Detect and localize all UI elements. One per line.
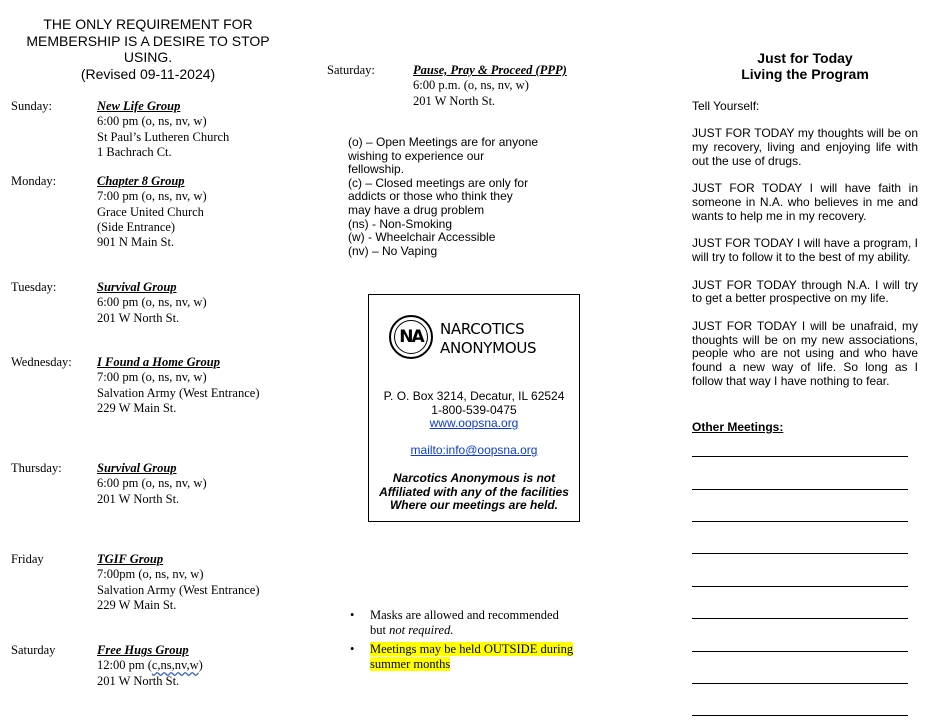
- na-po-box: P. O. Box 3214, Decatur, IL 62524: [383, 389, 565, 403]
- notice-outside: [349, 642, 619, 673]
- meeting-day: Monday:: [11, 174, 57, 188]
- notices-list: [349, 608, 619, 675]
- meeting-time: 6:00 pm (o, ns, nv, w): [97, 476, 207, 491]
- blank-line: [692, 715, 908, 716]
- notice-masks-line-1: Masks are allowed and recommended: [370, 608, 559, 622]
- meeting-name: Chapter 8 Group: [97, 174, 185, 188]
- meeting-day: Saturday: [11, 643, 56, 657]
- meeting-name: Survival Group: [97, 461, 177, 475]
- meeting-address: 201 W North St.: [97, 310, 180, 325]
- jft-title-line-1: Just for Today: [757, 50, 853, 66]
- meeting-name: Free Hugs Group: [97, 643, 189, 657]
- meeting-day: Tuesday:: [11, 280, 57, 294]
- meeting-address: 1 Bachrach Ct.: [97, 144, 172, 159]
- jft-paragraph: JUST FOR TODAY through N.A. I will try to get a better prospective on my life.: [692, 277, 918, 306]
- meeting-time: 6:00 pm (o, ns, nv, w): [97, 114, 207, 129]
- meeting-address: 229 W Main St.: [97, 597, 177, 612]
- legend-line: wishing to experience our: [348, 148, 485, 163]
- meeting-time: 7:00 pm (o, ns, nv, w): [97, 370, 207, 385]
- legend-line: fellowship.: [348, 162, 405, 177]
- na-logo-word-1: NARCOTICS: [440, 320, 525, 338]
- na-logo: [389, 315, 549, 365]
- meeting-name: I Found a Home Group: [97, 355, 220, 369]
- meeting-time: 7:00pm (o, ns, nv, w): [97, 567, 204, 582]
- blank-line: [692, 618, 908, 619]
- meeting-place: St Paul’s Lutheren Church: [97, 129, 230, 144]
- meeting-code-legend: [348, 136, 568, 258]
- meeting-address: 201 W North St.: [413, 93, 496, 108]
- legend-line: (nv) – No Vaping: [348, 243, 438, 258]
- meeting-name: TGIF Group: [97, 552, 164, 566]
- blank-line: [692, 489, 908, 490]
- blank-line: [692, 553, 908, 554]
- meeting-address: 901 N Main St.: [97, 235, 175, 250]
- jft-paragraph: JUST FOR TODAY I will be unafraid, my thoughts will be on my new associations, people who are not using and who have found a new way of life. So long as I follow that way I have nothing to fear.: [692, 318, 918, 388]
- na-disclaimer-line-1: Narcotics Anonymous is not: [392, 471, 556, 485]
- flyer-header: [10, 16, 286, 82]
- meeting-address: 229 W Main St.: [97, 400, 177, 415]
- meeting-time-prefix: 12:00 pm (: [97, 658, 152, 673]
- notice-masks-line-2-italic: not required.: [389, 623, 454, 638]
- meeting-time: 6:00 p.m. (o, ns, nv, w): [413, 78, 529, 93]
- blank-line: [692, 651, 908, 652]
- blank-line: [692, 683, 908, 684]
- na-phone: 1-800-539-0475: [431, 402, 517, 417]
- legend-line: may have a drug problem: [348, 202, 485, 217]
- meeting-time: 7:00 pm (o, ns, nv, w): [97, 189, 207, 204]
- blank-line: [692, 586, 908, 587]
- meeting-day: Saturday:: [327, 63, 375, 77]
- legend-line: (w) - Wheelchair Accessible: [348, 230, 496, 245]
- meeting-address: 201 W North St.: [97, 491, 180, 506]
- meeting-entrance: (Side Entrance): [97, 219, 176, 234]
- bullet-icon: •: [350, 608, 355, 622]
- meeting-name: Survival Group: [97, 280, 177, 294]
- meeting-time-codes: c,ns,nv,w: [151, 658, 199, 673]
- notice-masks: [349, 608, 619, 639]
- header-line-3: USING.: [123, 49, 173, 66]
- jft-intro: Tell Yourself:: [692, 99, 760, 113]
- na-logo-word-2: ANONYMOUS: [440, 339, 537, 357]
- na-email-link[interactable]: mailto:info@oopsna.org: [410, 443, 538, 458]
- meeting-day: Sunday:: [11, 99, 52, 113]
- na-website-link[interactable]: www.oopsna.org: [429, 416, 519, 431]
- notice-masks-line-2-prefix: but: [370, 623, 390, 638]
- na-disclaimer-line-3: Where our meetings are held.: [389, 498, 559, 513]
- meeting-address: 201 W North St.: [97, 673, 180, 688]
- bullet-icon: •: [350, 641, 355, 656]
- na-logo-circle-icon: [389, 315, 433, 359]
- meeting-name: New Life Group: [97, 99, 181, 113]
- meeting-time: [97, 658, 317, 673]
- jft-body: [692, 100, 918, 402]
- notice-outside-line-2: summer months: [370, 656, 451, 671]
- legend-line: (ns) - Non-Smoking: [348, 216, 453, 231]
- jft-title: [692, 50, 918, 83]
- na-contact-box: [368, 294, 580, 522]
- jft-paragraph: JUST FOR TODAY I will have faith in someone in N.A. who believes in me and wants to help me in my recovery.: [692, 181, 918, 223]
- blank-line: [692, 456, 908, 457]
- legend-line: (o) – Open Meetings are for anyone: [348, 135, 539, 149]
- notice-outside-line-1: Meetings may be held OUTSIDE during: [370, 641, 574, 656]
- legend-line: addicts or those who think they: [348, 189, 513, 204]
- na-disclaimer: [369, 472, 579, 513]
- jft-title-line-2: Living the Program: [741, 66, 869, 83]
- meeting-place: Salvation Army (West Entrance): [97, 582, 260, 597]
- meeting-time: 6:00 pm (o, ns, nv, w): [97, 295, 207, 310]
- blank-line: [692, 521, 908, 522]
- jft-paragraph: JUST FOR TODAY I will have a program, I will try to follow it to the best of my ability.: [692, 236, 918, 265]
- meeting-time-suffix: ): [198, 658, 203, 673]
- meeting-day: Thursday:: [11, 461, 62, 475]
- header-line-2: MEMBERSHIP IS A DESIRE TO STOP: [26, 32, 270, 49]
- meeting-day: Friday: [11, 552, 44, 566]
- other-meetings-title: Other Meetings:: [692, 420, 784, 434]
- notice-masks-line-2: [370, 623, 619, 638]
- meeting-name: Pause, Pray & Proceed (PPP): [413, 63, 567, 77]
- header-line-1: THE ONLY REQUIREMENT FOR: [43, 16, 253, 32]
- meeting-day: Wednesday:: [11, 355, 72, 369]
- na-logo-initials: NA: [394, 320, 428, 354]
- meeting-place: Salvation Army (West Entrance): [97, 385, 260, 400]
- na-disclaimer-line-2: Affiliated with any of the facilities: [379, 484, 569, 499]
- jft-paragraph: JUST FOR TODAY my thoughts will be on my recovery, living and enjoying life with out the use of drugs.: [692, 126, 918, 168]
- legend-line: (c) – Closed meetings are only for: [348, 175, 529, 190]
- header-line-4: (Revised 09-11-2024): [80, 65, 216, 82]
- meeting-place: Grace United Church: [97, 204, 204, 219]
